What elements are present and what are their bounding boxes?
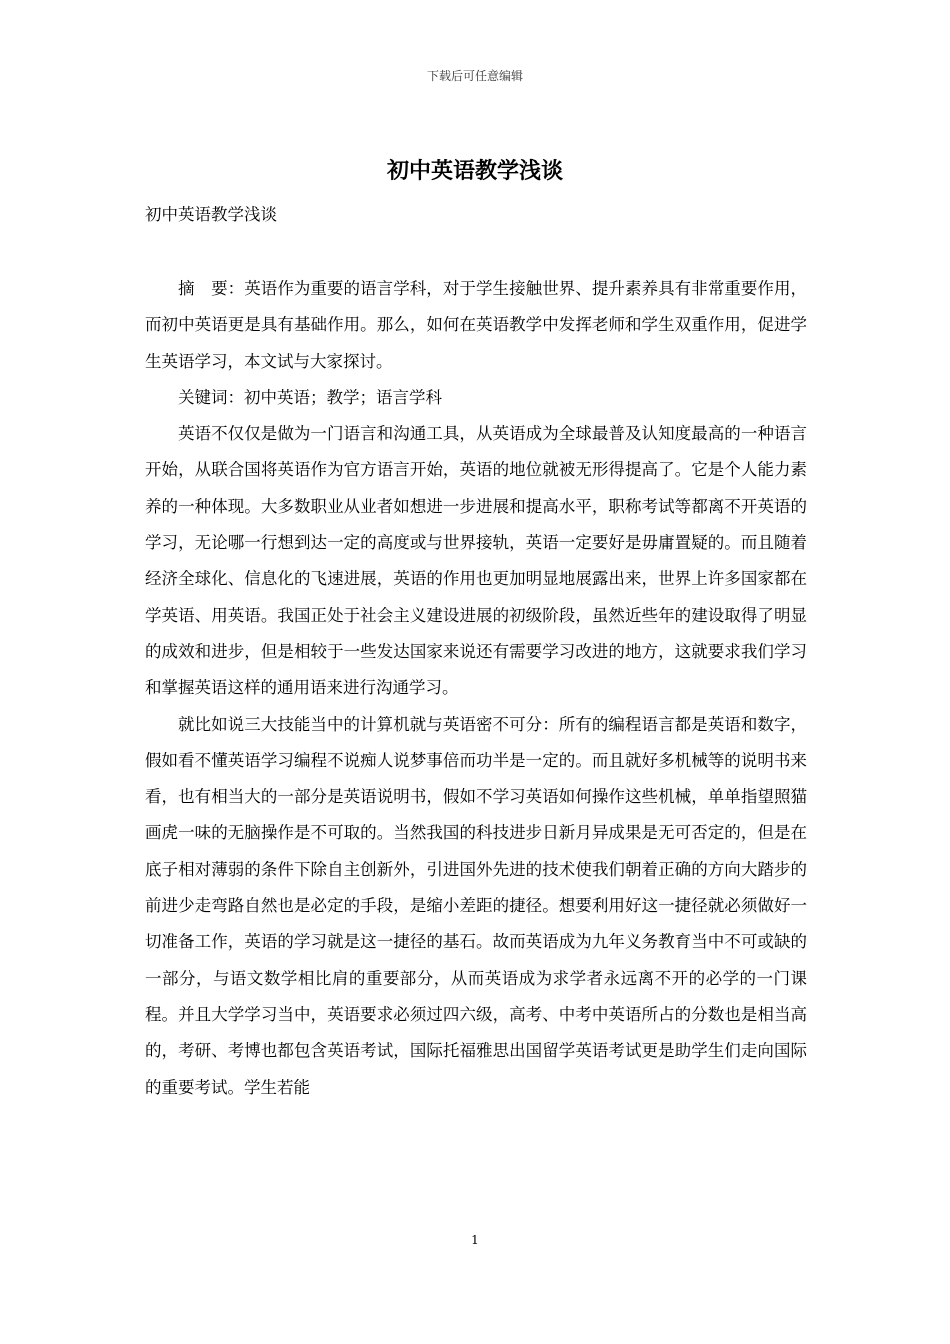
abstract-paragraph: 摘 要：英语作为重要的语言学科，对于学生接触世界、提升素养具有非常重要作用，而初中英语更是具有基础作用。那么，如何在英语教学中发挥老师和学生双重作用，促进学生英语学习，本文试与大家探讨。 xyxy=(145,279,807,371)
body-paragraph-1: 英语不仅仅是做为一门语言和沟通工具，从英语成为全球最普及认知度最高的一种语言开始，从联合国将英语作为官方语言开始，英语的地位就被无形得提高了。它是个人能力素养的一种体现。大多数职业从业者如想进一步进展和提高水平，职称考试等都离不开英语的学习，无论哪一行想到达一定的高度或与世界接轨，英语一定要好是毋庸置疑的。而且随着经济全球化、信息化的飞速进展，英语的作用也更加明显地展露出来，世界上许多国家都在学英语、用英语。我国正处于社会主义建设进展的初级阶段，虽然近些年的建设取得了明显的成效和进步，但是相较于一些发达国家来说还有需要学习改进的地方，这就要求我们学习和掌握英语这样的通用语来进行沟通学习。 xyxy=(145,424,807,698)
document-title: 初中英语教学浅谈 xyxy=(386,158,563,184)
document-subtitle: 初中英语教学浅谈 xyxy=(145,205,277,224)
header-note: 下载后可任意编辑 xyxy=(426,69,523,83)
page-number: 1 xyxy=(471,1233,479,1247)
keywords-paragraph: 关键词：初中英语；教学；语言学科 xyxy=(178,387,442,407)
document-body xyxy=(145,271,807,1106)
body-paragraph-2: 就比如说三大技能当中的计算机就与英语密不可分：所有的编程语言都是英语和数字，假如看不懂英语学习编程不说痴人说梦事倍而功半是一定的。而且就好多机械等的说明书来看，也有相当大的一部分是英语说明书，假如不学习英语如何操作这些机械，单单指望照猫画虎一味的无脑操作是不可取的。当然我国的科技进步日新月异成果是无可否定的，但是在底子相对薄弱的条件下除自主创新外，引进国外先进的技术使我们朝着正确的方向大踏步的前进少走弯路自然也是必定的手段，是缩小差距的捷径。想要利用好这一捷径就必须做好一切准备工作，英语的学习就是这一捷径的基石。故而英语成为九年义务教育当中不可或缺的一部分，与语文数学相比肩的重要部分，从而英语成为求学者永远离不开的必学的一门课程。并且大学学习当中，英语要求必须过四六级，高考、中考中英语所占的分数也是相当高的，考研、考博也都包含英语考试，国际托福雅思出国留学英语考试更是助学生们走向国际的重要考试。学生若能 xyxy=(145,714,807,1097)
